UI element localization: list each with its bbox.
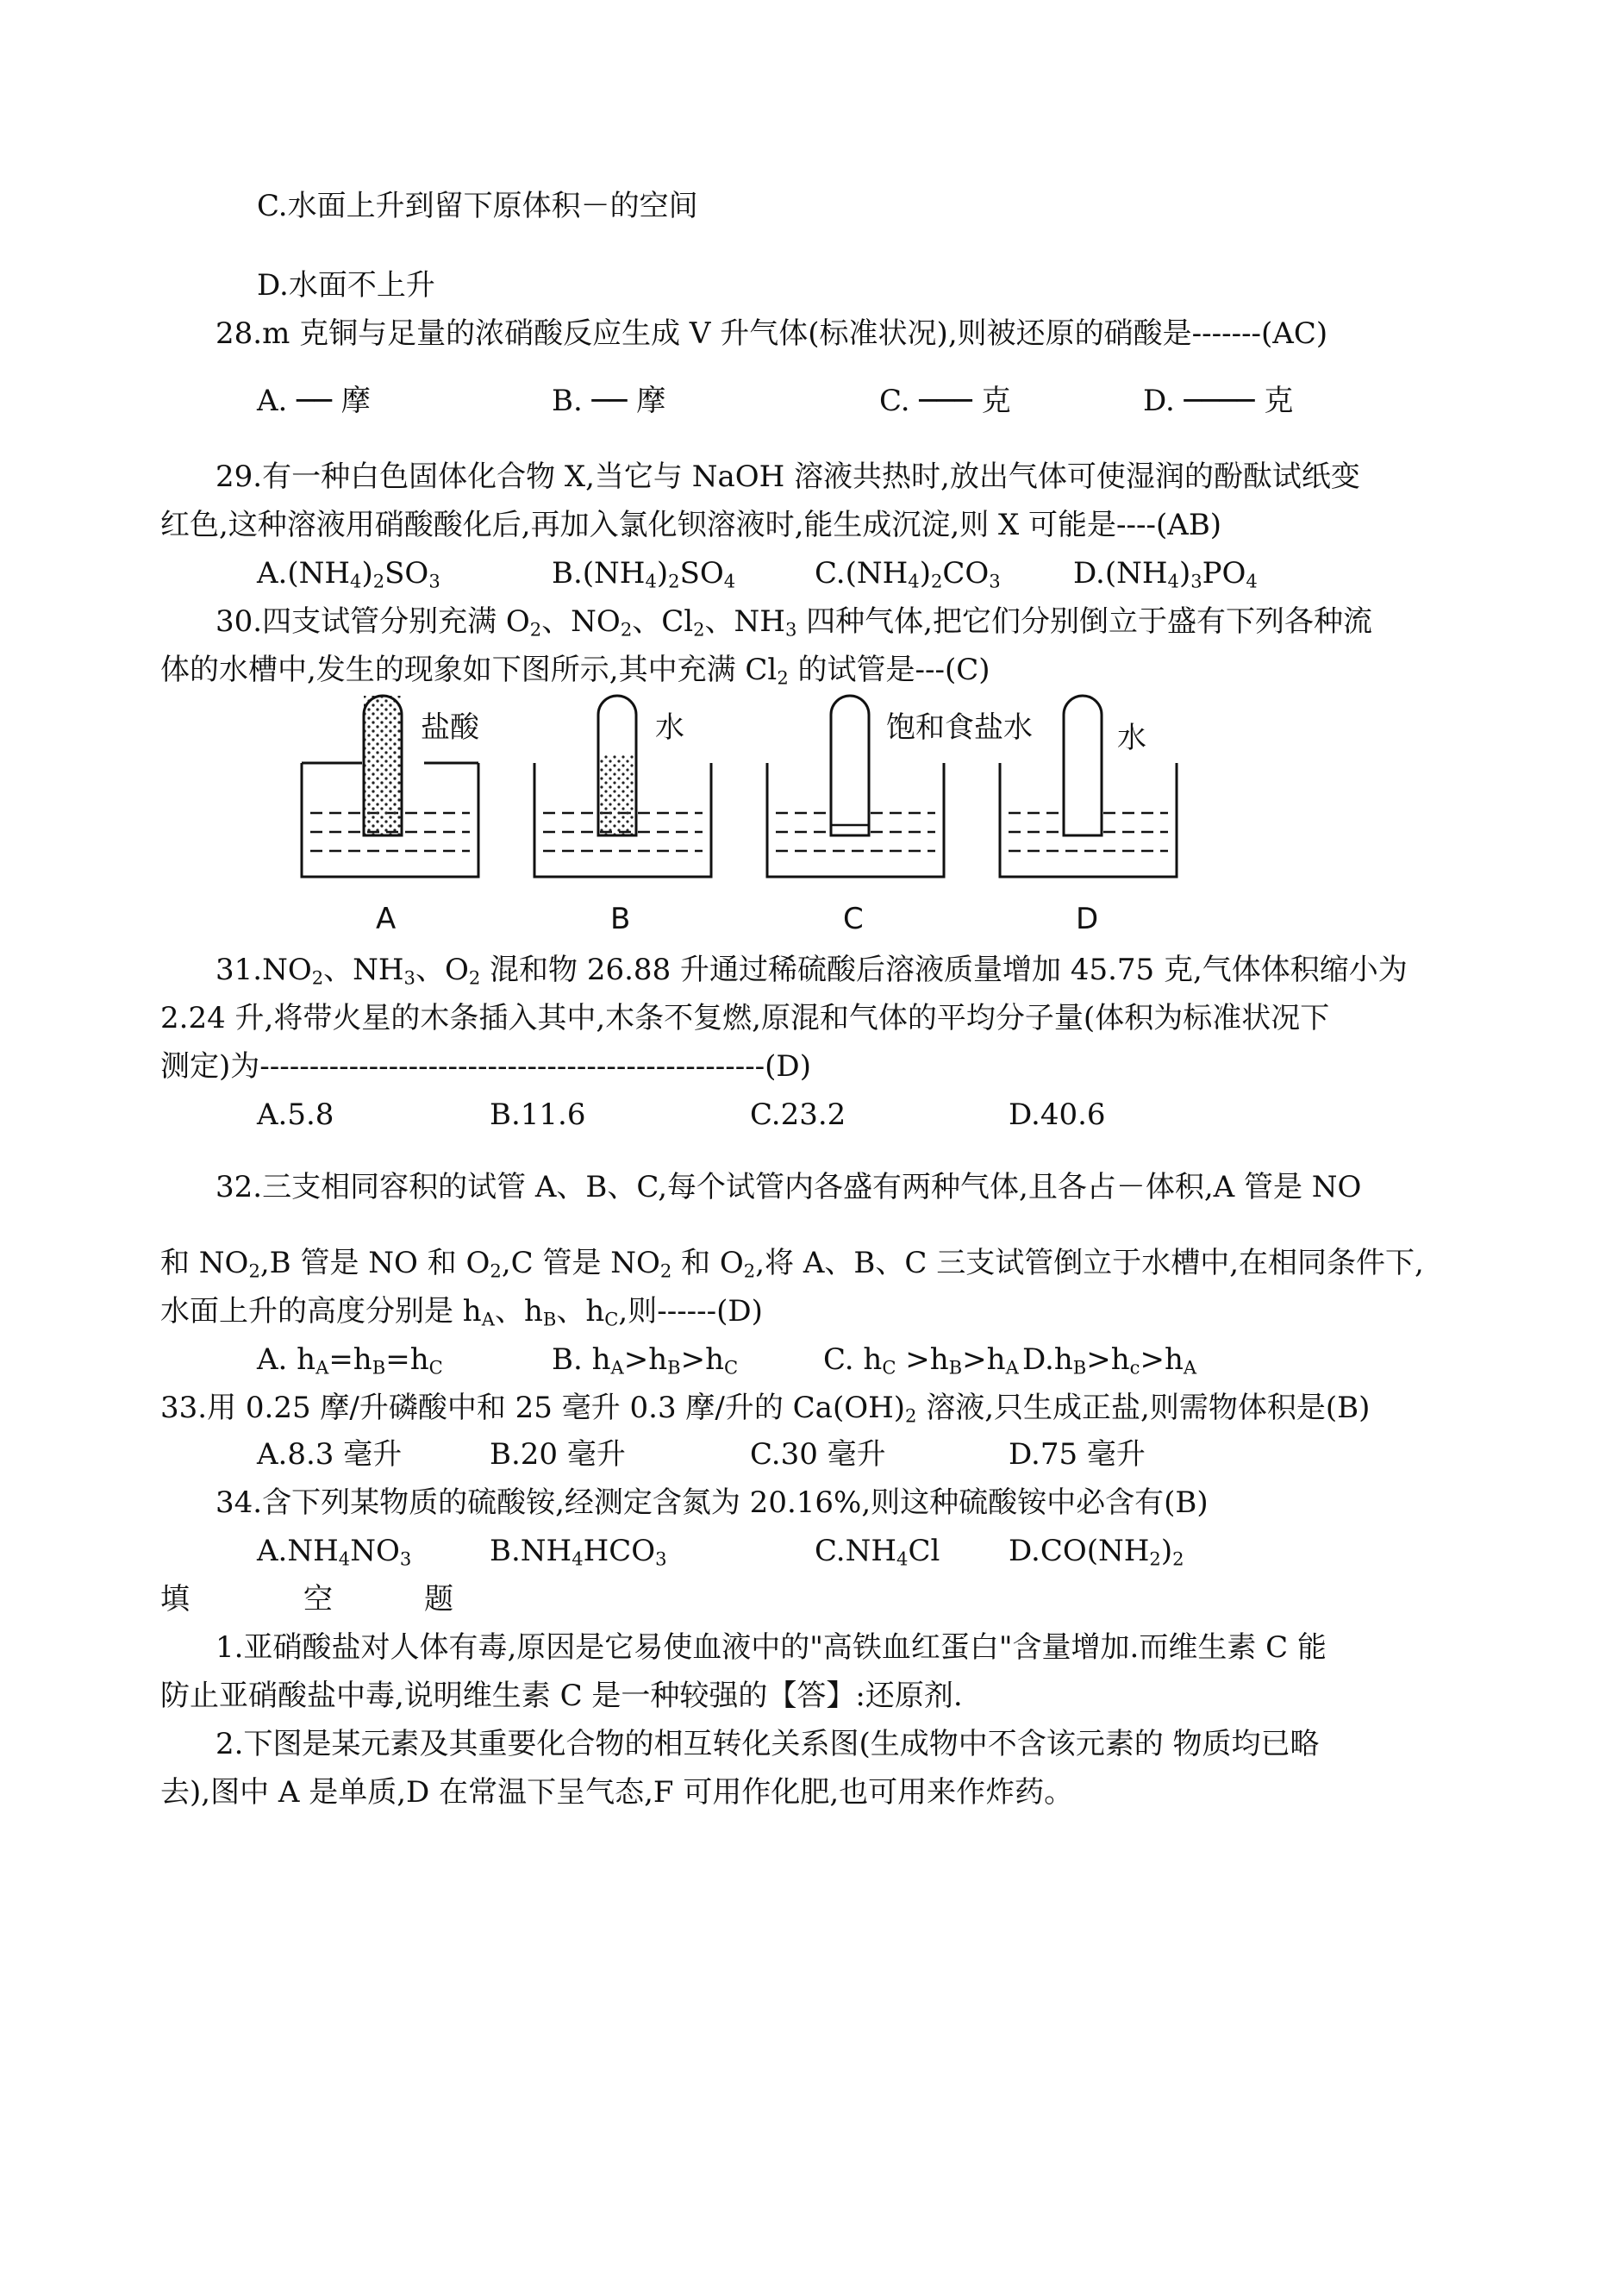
q27-option-d: D.水面不上升	[257, 268, 435, 303]
q32-option-d: $D.h_B>h_c>h_A$	[1022, 1342, 1197, 1379]
tube-letter-d: D	[1076, 902, 1099, 936]
fill-q1-line1: 1.亚硝酸盐对人体有毒,原因是它易使血液中的"高铁血红蛋白"含量增加.而维生素 C 能	[215, 1630, 1327, 1665]
q28-option-d: D. ──── 克	[1143, 384, 1294, 418]
q29-line1: 29.有一种白色固体化合物 X,当它与 NaOH 溶液共热时,放出气体可使湿润的酚酞试纸变	[215, 460, 1360, 494]
liquid-label-b: 水	[655, 710, 684, 745]
q32-option-c: C. $h_C >h_B>h_A$	[823, 1342, 1019, 1379]
q31-option-a: A.5.8	[257, 1097, 334, 1132]
q29-option-d: $D.(NH_4)_3PO_4$	[1073, 556, 1258, 592]
q31-line3: 测定)为---------------------------------------------------(D)	[160, 1049, 811, 1084]
section-heading-char-2: 空	[303, 1582, 333, 1617]
q33-stem: 33.用 0.25 摩/升磷酸中和 25 毫升 0.3 摩/升的 $Ca(OH)_2$ 溶液,只生成正盐,则需物体积是(B)	[160, 1391, 1371, 1427]
trough-a	[302, 696, 480, 936]
fill-q1-line2: 防止亚硝酸盐中毒,说明维生素 C 是一种较强的【答】:还原剂.	[160, 1679, 963, 1713]
q34-option-a: $A.NH_4NO_3$	[257, 1534, 412, 1570]
q33-option-d: D.75 毫升	[1009, 1437, 1146, 1472]
q31-option-b: B.11.6	[490, 1097, 586, 1132]
q32-line1: 32.三支相同容积的试管 A、B、C,每个试管内各盛有两种气体,且各占－体积,A 管是 NO	[215, 1170, 1362, 1204]
q33-option-c: C.30 毫升	[750, 1437, 886, 1472]
fill-q2-line2: 去),图中 A 是单质,D 在常温下呈气态,F 可用作化肥,也可用来作炸药。	[160, 1775, 1074, 1810]
q29-option-c: $C.(NH_4)_2CO_3$	[815, 556, 1001, 592]
q27-option-c: C.水面上升到留下原体积－的空间	[257, 189, 698, 223]
q32-option-a: A. $h_A=h_B=h_C$	[257, 1342, 443, 1379]
trough-c	[767, 696, 1033, 936]
liquid-label-a: 盐酸	[421, 710, 479, 745]
q34-option-b: $B.NH_4HCO_3$	[490, 1534, 667, 1570]
q32-option-b: B. $h_A>h_B>h_C$	[552, 1342, 739, 1379]
tube-letter-a: A	[376, 902, 397, 936]
q29-line2: 红色,这种溶液用硝酸酸化后,再加入氯化钡溶液时,能生成沉淀,则 X 可能是----(AB)	[160, 508, 1222, 542]
liquid-label-c: 饱和食盐水	[886, 710, 1033, 745]
q33-option-b: B.20 毫升	[490, 1437, 626, 1472]
section-heading-char-1: 填	[160, 1582, 190, 1617]
q30-line1: 30.四支试管分别充满 $O_2$、$NO_2$、$Cl_2$、$NH_3$ 四种气体,把它们分别倒立于盛有下列各种流	[215, 604, 1372, 641]
q28-stem: 28.m 克铜与足量的浓硝酸反应生成 V 升气体(标准状况),则被还原的硝酸是-------(AC)	[215, 316, 1328, 351]
q28-option-b: B. ── 摩	[552, 384, 666, 418]
q33-option-a: A.8.3 毫升	[257, 1437, 403, 1472]
q29-option-a: $A.(NH_4)_2SO_3$	[257, 556, 440, 592]
q32-line3: 水面上升的高度分别是 $h_A$、$h_B$、$h_C$,则------(D)	[160, 1294, 763, 1330]
q28-option-c: C. ─── 克	[879, 384, 1011, 418]
tube-letter-c: C	[843, 902, 864, 936]
q32-line2: 和 $NO_2,B$ 管是 NO 和 $O_2,C$ 管是 $NO_2$ 和 $O_2$,将 A、B、C 三支试管倒立于水槽中,在相同条件下,	[160, 1246, 1424, 1282]
q28-option-a: A. ── 摩	[257, 384, 371, 418]
liquid-label-d: 水	[1117, 721, 1146, 755]
q34-option-c: $C.NH_4Cl$	[815, 1534, 940, 1570]
q31-line1: $31.NO_2$、$NH_3$、$O_2$ 混和物 26.88 升通过稀硫酸后溶液质量增加 45.75 克,气体体积缩小为	[215, 953, 1408, 989]
section-heading-char-3: 题	[424, 1582, 453, 1617]
q29-option-b: $B.(NH_4)_2SO_4$	[552, 556, 736, 592]
q34-option-d: $D.CO(NH_2)_2$	[1009, 1534, 1184, 1570]
q31-line2: 2.24 升,将带火星的木条插入其中,木条不复燃,原混和气体的平均分子量(体积为标准状况下	[160, 1001, 1330, 1035]
q31-option-d: D.40.6	[1009, 1097, 1106, 1132]
trough-b	[534, 696, 711, 936]
test-tubes-figure	[284, 685, 1491, 944]
q30-line2: 体的水槽中,发生的现象如下图所示,其中充满 $Cl_2$ 的试管是---(C)	[160, 653, 990, 689]
q31-option-c: C.23.2	[750, 1097, 846, 1132]
tube-letter-b: B	[610, 902, 631, 936]
fill-q2-line1: 2.下图是某元素及其重要化合物的相互转化关系图(生成物中不含该元素的 物质均已略	[215, 1727, 1320, 1761]
q34-stem: 34.含下列某物质的硫酸铵,经测定含氮为 20.16%,则这种硫酸铵中必含有(B)	[215, 1485, 1209, 1520]
